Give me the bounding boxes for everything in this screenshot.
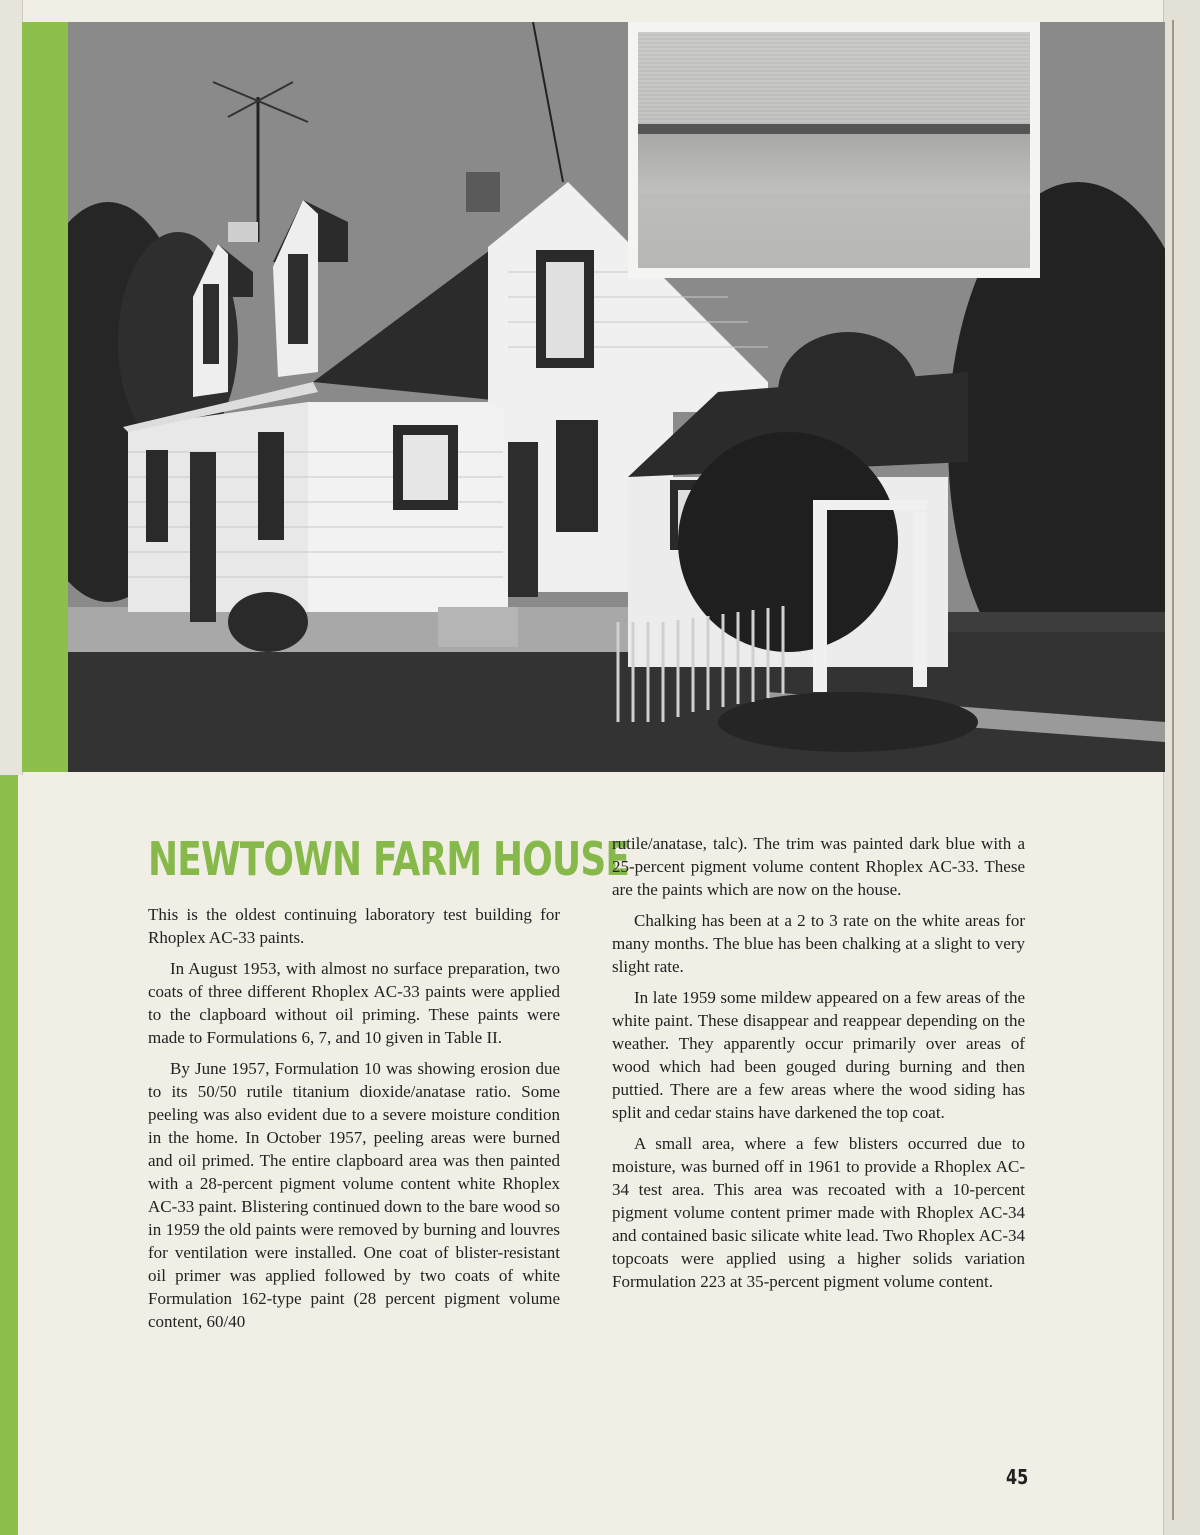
page-binding-edge: [1163, 0, 1200, 1535]
green-margin-bar: [22, 22, 68, 772]
page-number: 45: [1006, 1465, 1029, 1489]
page-gutter: [0, 0, 23, 775]
text-column-right: [612, 832, 1025, 1301]
paragraph: A small area, where a few blisters occurred due to moisture, was burned off in 1961 to provide a Rhoplex AC-34 test area. This area was recoated with a 10-percent pigment volume content primer made with Rhoplex AC-34 and contained basic silicate white lead. Two Rhoplex AC-34 topcoats were applied using a higher solids variation Formulation 223 at 35-percent pigment volume content.: [612, 1134, 1025, 1291]
article-title: NEWTOWN FARM HOUSE: [148, 832, 630, 886]
paragraph: In late 1959 some mildew appeared on a few areas of the white paint. These disappear and reappear depending on the weather. They apparently occur primarily over areas of wood which had been gouged during burning and then puttied. There are a few areas where the wood siding has split and cedar stains have darkened the top coat.: [612, 988, 1025, 1122]
clapboard-closeup-inset: [628, 22, 1040, 278]
paragraph: rutile/anatase, talc). The trim was painted dark blue with a 25-percent pigment volume content Rhoplex AC-33. These are the paints which are now on the house.: [612, 834, 1025, 899]
paragraph: Chalking has been at a 2 to 3 rate on the white areas for many months. The blue has been chalking at a slight to very slight rate.: [612, 911, 1025, 976]
green-margin-bar-lower: [0, 775, 18, 1535]
text-column-left: [148, 903, 560, 1341]
paragraph: By June 1957, Formulation 10 was showing erosion due to its 50/50 rutile titanium dioxide/anatase ratio. Some peeling was also evident due to a severe moisture condition in the home. In October 1957, peeling areas were burned and oil primed. The entire clapboard area was then painted with a 28-percent pigment volume content white Rhoplex AC-33 paint. Blistering continued down to the bare wood so in 1959 the old paints were removed by burning and louvres for ventilation were installed. One coat of blister-resistant oil primer was applied followed by two coats of white Formulation 162-type paint (28 percent pigment volume content, 60/40: [148, 1059, 560, 1331]
paragraph: This is the oldest continuing laboratory test building for Rhoplex AC-33 paints.: [148, 905, 560, 947]
paragraph: In August 1953, with almost no surface preparation, two coats of three different Rhoplex AC-33 paints were applied to the clapboard without oil priming. These paints were made to Formulations 6, 7, and 10 given in Table II.: [148, 959, 560, 1047]
